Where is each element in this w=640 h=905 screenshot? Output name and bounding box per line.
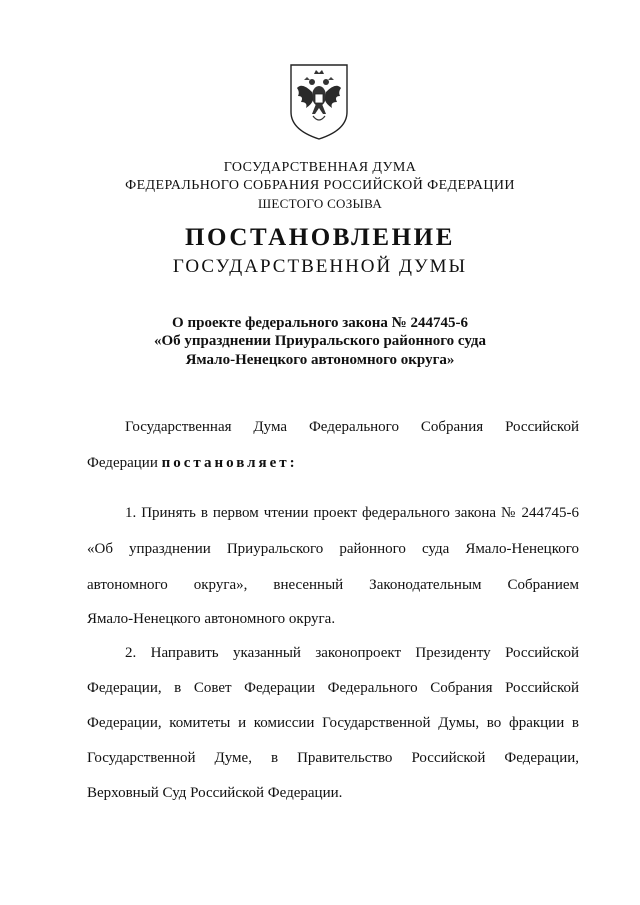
item1-line-1: 1. Принять в первом чтении проект федерального закона № 244745-6 [125, 505, 579, 521]
resolves-verb: постановляет: [161, 455, 298, 471]
preamble-prefix: Федерации [87, 455, 162, 471]
document-title: ПОСТАНОВЛЕНИЕ [184, 224, 456, 251]
org-name-line1: ГОСУДАРСТВЕННАЯ ДУМА [223, 160, 417, 175]
item1-line-3: автономного округа», внесенный Законодательным Собранием [87, 577, 579, 593]
coat-of-arms-emblem [288, 62, 350, 142]
item2-line-2: Федерации, в Совет Федерации Федерального Собрания Российской [87, 680, 579, 696]
org-name-line2: ФЕДЕРАЛЬНОГО СОБРАНИЯ РОССИЙСКОЙ ФЕДЕРАЦИИ [125, 178, 515, 193]
subject-line-2: «Об упразднении Приуральского районного суда [153, 333, 487, 349]
item2-line-4: Государственной Думе, в Правительство Российской Федерации, [87, 750, 579, 766]
preamble-line-1: Государственная Дума Федерального Собрания Российской [125, 419, 579, 435]
item2-line-3: Федерации, комитеты и комиссии Государственной Думы, во фракции в [87, 715, 579, 731]
convocation-line: ШЕСТОГО СОЗЫВА [257, 196, 383, 211]
item1-line-4: Ямало-Ненецкого автономного округа. [87, 611, 336, 627]
item2-line-1: 2. Направить указанный законопроект Президенту Российской [125, 645, 579, 661]
item1-line-2: «Об упразднении Приуральского районного суда Ямало-Ненецкого [87, 541, 579, 557]
document-subtitle: ГОСУДАРСТВЕННОЙ ДУМЫ [172, 256, 468, 277]
preamble-line-2 [87, 455, 579, 472]
subject-line-1: О проекте федерального закона № 244745-6 [172, 315, 468, 331]
subject-line-3: Ямало-Ненецкого автономного округа» [185, 352, 455, 368]
item2-line-5: Верховный Суд Российской Федерации. [87, 785, 343, 801]
